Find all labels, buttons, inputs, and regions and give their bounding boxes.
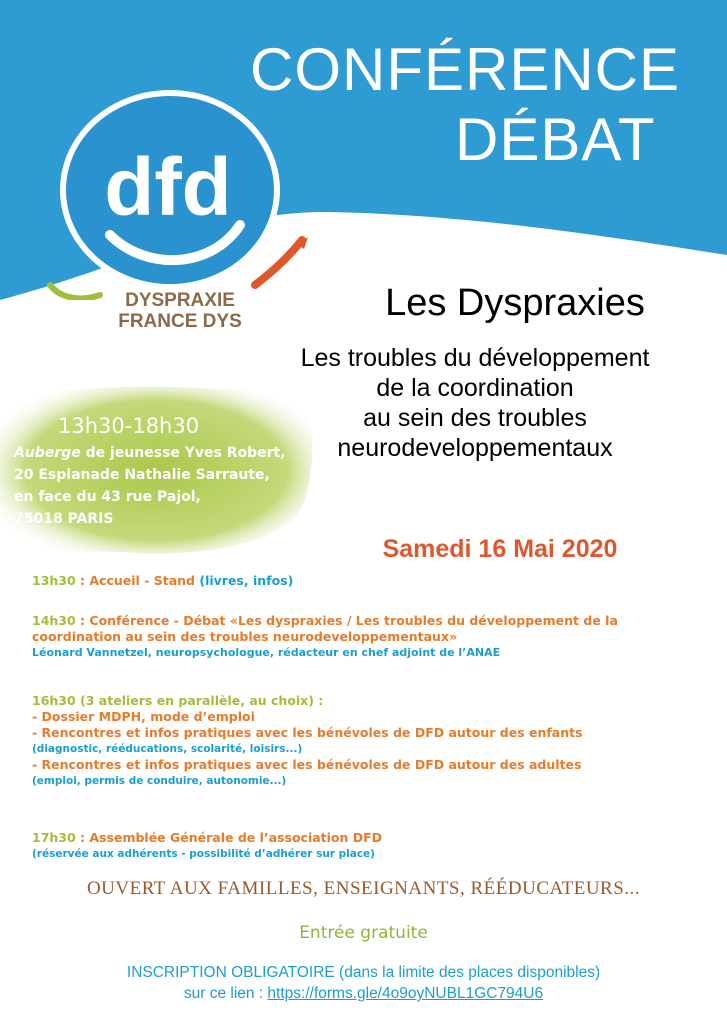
workshop-note: (emploi, permis de conduire, autonomie...) (32, 775, 287, 787)
workshop-item: - Dossier MDPH, mode d’emploi (32, 709, 255, 724)
venue-address (14, 442, 294, 530)
event-title: Les Dyspraxies (385, 282, 645, 324)
program-item-conference (32, 613, 692, 661)
registration-link[interactable]: https://forms.gle/4o9oyNUBL1GC794U6 (267, 985, 544, 1002)
venue-address-line: en face du 43 rue Pajol, (14, 489, 201, 505)
registration-block (0, 962, 727, 1004)
program-item-assembly (32, 830, 692, 862)
logo-name-line1: DYSPRAXIE (125, 290, 235, 311)
program-time: 14h30 (32, 613, 76, 628)
program-title: : Accueil - Stand (75, 573, 200, 588)
audience-text: OUVERT AUX FAMILLES, ENSEIGNANTS, RÉÉDUCATEURS... (86, 878, 641, 899)
program-title: : Conférence - Débat «Les dyspraxies / Les troubles du développement de la coordination au sein des troubles neurodeveloppementaux» (32, 613, 618, 644)
program-time: 13h30 (32, 573, 76, 588)
registration-title: INSCRIPTION OBLIGATOIRE (126, 964, 335, 981)
venue-address-line: 75018 PARIS (14, 511, 114, 527)
program-item-welcome (32, 573, 692, 589)
subtitle-line: neurodeveloppementaux (337, 434, 613, 462)
logo-letters: dfd (104, 142, 232, 233)
entry-text: Entrée gratuite (299, 923, 428, 943)
subtitle-line: Les troubles du développement (300, 344, 650, 372)
program-speaker: Léonard Vannetzel, neuropsychologue, rédacteur en chef adjoint de l’ANAE (32, 646, 501, 659)
subtitle-line: au sein des troubles (363, 404, 587, 432)
event-date: Samedi 16 Mai 2020 (382, 535, 618, 563)
venue-time: 13h30-18h30 (58, 414, 200, 438)
program-title: : Assemblée Générale de l’association DFD (75, 830, 383, 845)
workshop-item: - Rencontres et infos pratiques avec les bénévoles de DFD autour des enfants (32, 725, 583, 740)
logo-name-line2: FRANCE DYS (118, 311, 242, 332)
workshop-item: - Rencontres et infos pratiques avec les bénévoles de DFD autour des adultes (32, 757, 582, 772)
link-prefix: sur ce lien : (183, 985, 268, 1002)
logo-graphic (40, 40, 330, 300)
header-title-line2: DÉBAT (455, 106, 656, 173)
workshop-note: (diagnostic, rééducations, scolarité, loisirs...) (32, 743, 303, 755)
venue-place: de jeunesse Yves Robert, (80, 445, 286, 461)
venue-place-italic: Auberge (14, 445, 81, 461)
program-item-workshops (32, 693, 692, 789)
subtitle-line: de la coordination (376, 374, 574, 402)
registration-note: (dans la limite des places disponibles) (334, 964, 601, 981)
program-note: (réservée aux adhérents - possibilité d’adhérer sur place) (32, 848, 375, 860)
program-time: 17h30 (32, 830, 76, 845)
program-workshops-header: 16h30 (3 ateliers en parallèle, au choix) : (32, 693, 324, 708)
header-title-line1: CONFÉRENCE (250, 36, 681, 103)
venue-address-line: 20 Esplanade Nathalie Sarraute, (14, 467, 270, 483)
program-note: (livres, infos) (199, 573, 294, 588)
logo-name (80, 290, 280, 332)
